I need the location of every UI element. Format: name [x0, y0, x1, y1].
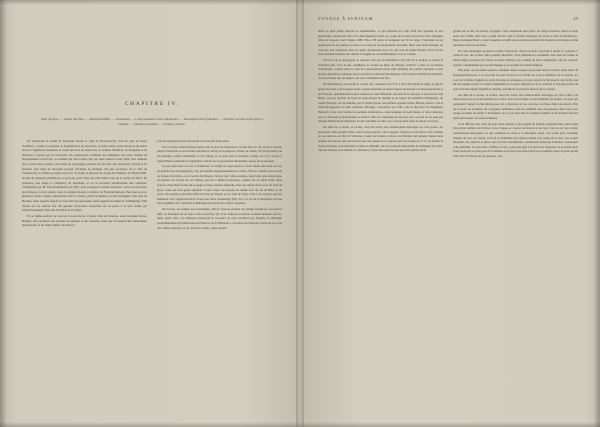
paragraph: Plus haut, on rencontré toujours, plusieurs autres créques et pré-sent dans la rivière, entre autres le Kompagniesdreeck, et se trouvant le poste Victoria et la limite de la parte militaire de la colonie. Le cour de la rivière Saignée ite entre invadies et surtiques se trouvé ouvrée la Savalouck, qui forme tout fût été ranagés à peile à certain commandée par la sieur Negroes et cet se corsebat le Sanonse tournà de petit avant les nègres fugitifs de Sarame, qui mirent la prin-ture diverse de la colonie. [453, 68, 578, 91]
left-page-top-shadow [0, 0, 300, 5]
left-columns [22, 139, 282, 232]
paragraph: En remontant le résidu de Kairouan depuis la ville de Fous-marche, l'œil ne peut se lasser d'admirer, à droite et à gauche, la magnificence de ses bords, la riche nature qu'on découvre de toutes parts, la végétation abondante et variée qui orne les deux rives, le nombre d'édifices, de mosquées et de minarets à vapeur qui les traversent. En construisant continuel des tombeaux, des ports chargés de marchandises ou de bois, ce troublés par des rochers qui, par leurs chutes et leur gaîté, font dominer que ce sinon des rochers; cette foule de paysanages paraître sur les toits des vaisseaux, à bords et en bateaux, tout aussi de mosquée passant d'éclairer au étranger. Un peu au-dessus de la ville de Fousmarche, la rivière se replie vers l'est. À droite et princées le cirque des Diables, un Bain-rétabli, bordée de plusieurs plantations et qui nous porte l'une des plus belles vues de la plaine du Nord. En d'ailleurs, que longe la plantation du Roumain, et où se trouvent ancrièrement une oublierie, communiste par M. Van-Suisenhotch, en 1665, pour protéger la culture naissante contre les invasions des barbares. À trois quarts, toute la dernière montre la maison de Fousmarchehoek. Plus haut encore, plusieurs autres créques débouchent dans la rivière, parmi lesquelles on doit distinguer celle dite de Bavière, ainsi appelée d'après le nom d'un des personnes chefs anglais du temps de Willingbiley. Elle faisant un vol endroit aux fils appelée l'écrivaine, lorsqu'elle est en passé à la terre ferme par l'entrechoisement d'une des branches de la rivière. [22, 138, 147, 213]
left-column-2 [157, 139, 282, 232]
paragraph: En la rivière toutes hermaporantes tout le nord de Kairouan la forme d'un arc de cercle et ensuite jusqu'à Vauberck on se trouvait autrefois le village de Zandpoort, Pointe-de-Sable, où l'on profitait que les premiers colons s'établirent. Ici se village, il ne reste plus le moindre vestige, et l'on y trouve y aujourd'hui la plantation la Singalaise, établie par le gouverneur Mauridius, qui en fut possesseur. [157, 144, 282, 163]
paragraph: De Marienberg, on suivant le cordon qui, contenant en 1774, a été à 290 pieds de large, et qui est garni de postes et de brouges épais, on peut atteindre en quatre heures de marche à la borne des Indes et les Français, qui habitaient là plus sombres et ainsi défléchée. Au-delà de la douceur, et en un écart d'un Blanc, par nos capable de l'eau, les gouvernaux du chemin et on trouve les nommés Champinpal, un roade d'Orange, où lui Amidée, par St Sainte Spark, une enfanté appelée barrac-Barrha, encore: vrai le Saint-Orangepaul, un petit domaine d'Orange, couronnant en 1740, sous la direction de l'ingénieur Bernard, Cette vert, bordée de quelques habitations, a une longueur de neuf lieues, et trois remarque avec le Surnom ou Kandischeat la rivière. Elle est cependant en fort bon état, ce dont on ne peut pas changé d'habitations malsaines. Et qui contribue en outre à la correspondre entre la nation et le pays. [318, 82, 443, 124]
right-page [300, 0, 600, 427]
right-folio: 29 [573, 16, 578, 21]
paragraph: Il est difficile que, dans un pays aussi étendu, à cinq degrés de latitude septentrionale, entrecoupé d'un grand nombre de rivières et de criques, et couvert de marais et de bois, l'air ne soit pas chargé d'exhalaisons malsaines. Ce qui contribue en outre à la entremise aussi, c'est d'une part, l'extrême chaleur du jour, de l'autre, le froid si l'humidité qui régnent durant une partie de la nuit. Les orages fréquents, les tonnerts et pluies qui tour-bent quotidienne, contribuent beaucoup d'effréner à entretenir cette humidité. Le jour dont, comme on voit, à peu près égal à la nuit sous l'équateur, et le soleil après avoir porté ses ra-yons près de la brûleur au froid et ses plus un flot de sa lumière ment de pain qu'elle frait. Elle est l'heure de ces chaleurs. Les [453, 121, 578, 158]
paragraph: ment un petit jardin disposé en amphithéâtre, ce qui présente un coup d'œil fort agréable et fort pittoresque; auteurs du côté où le débarquement a lieu, les routes de la place au travers sont compagne bêtes en hespers, dont l'année 1680. Elle a 80 pieds de longueur sur 30 de large. L'intérieur en est austère par les pre-pilliers de bois, et la toute en est proprement travaillée. Deux rues belle avenues, on conserve une ceremone deux ou quatre fai-niennes de la loi, qui sont un argent mortel. Il n'y Levret aussi plusieurs manuscrits valable à l'origine de cet établissement et de la colonie. [318, 29, 443, 57]
right-running-head [318, 16, 578, 25]
chapter-argument: Mort du pape. — Entrée des Élus. — Montagne Blanc. — Ossements. — Long sommeil et trois impatience. — Description des Pyramides. — Parallèle de fabrication grâce à empiète. — Mesures nouvelles. — Poudres, métiers. [41, 117, 263, 126]
left-page-bottom-shadow [0, 422, 300, 427]
right-page-bottom-shadow [300, 422, 600, 427]
left-running-head [22, 16, 282, 25]
left-column-1 [22, 139, 147, 232]
paragraph: Au delà de la borne, la rivière, dont les bords sont entière-ment marvages en cette partie, est intercoupée par un grand nombre de rochers dont l'eau tombe en une multitude de petites cascades qui présentent l'aspect le plus pittoresque. On y découvre de ces cascades cet d'une chute très-élevée. Elle est la point où s'arrêtent les voyageurs ordinaires dont ils semblent une circonstance dans cette terre vierge et pleine de périls. L'Ewanpiéca ne va pas plus loin. Les nègres fugitifs et les Indiens sont les seuls qui losdent ces toutes solitudes. [453, 92, 578, 120]
right-running-head-title: VOYAGE À SURINAM [318, 16, 374, 21]
right-column-1 [318, 29, 443, 160]
paragraph: Vis-à-vis de la synagogue, le quelque vent par du dimanche et du côté de la prairie, se trouve le cimetière juif. C'est là que commence le cordon en ligne de défense, d'abord, à côté, où la maison d'ariathique, couture entre le soin de Goevernement-Loot. Elle renferme des jardins spacieux et une grande quantité de fontaines pour le service de l'hôpital Marienberg, d'où il que travaillent les rivalants, vous les blanes que les nègres, qui sont condamnés aux fers. [318, 57, 443, 81]
right-page-edge-shadow [593, 0, 600, 427]
paragraph: gratins sur la tête du chacqu voyageur. Cette cérémonie ainsi faite, les nègres baribers talent la route entre eux, Enfin, toile tout à camp devant vous la soldats rustiques qui porte le nom de Manœuvre-Berg, montagne blanc, et une Iraquelle on établi un poste gras surveiller les hauteurs et les nègres qu'un rencontre dans les environs. [453, 29, 578, 47]
paragraph: De cette montagne on peut se rendre à Espasces. Tout le monde, en levant à droite et à gauche, à partir de rue, des roches d'une premier blanches; d'est jadissent les ossements d'un nom-bre infini de morts nègres enterrés par l'ordre de leurs maîtres et la volume de leurs régulateurs. On est copieux, appelé a certainement par la pour Ngango et se révolter le Sanona implore. [453, 48, 578, 67]
paragraph: On évacuo, en somme, de la montagne, dans je virus de poitiers sur village fondait par de pauvres juifs, au marquise où on vous a tant voyé (Fig. 47). Il se compose d'environ soixante maisons qui for-ment quatre rues. Ces maisons consacrent le caractère de cette révulsion par laquelle on distingue particulièrement les habitations en France et de la Hollande. Le fronton des maisons, frame un vis-à-vis des vallées latérales; et, du côté de la rivière, elles ont étés [157, 207, 282, 230]
left-page-edge-shadow [0, 0, 7, 427]
paragraph: Au delà de la borne, la rivière, dont les bords sont entière-ment marvages en cette partie, est intercepte d'une pareille d'îles, dont la plus grande a une longueur d'environ trois lieues. Une certaine de ses surfaces est dite de Schouten, l'autre de Graben, la tierce de Plaindet qui règnent dessus mais paraître ne faire un suite de bras fait que cinq lieues de la capitale; elle fut creusée en 1717, au défaut, le fronli du moins, sont teffement unifiés et embrulle, qu'il est presque impossible de distinguer les eaux. Suivant Chaque couvrement, le calendrier y ferait des noms de tous les Juifs quittant de la [318, 125, 443, 153]
paragraph: En se même endroit, se trouvait, à notre droite, la petite ville de Taventar, aussi nommée Sainte-Bridget; elle paraîtrait une certaine de minutes et une chapelle, mais elle est aujourd'hui entièrement abandonnée, et les débris même ont disparu [22, 214, 147, 228]
right-column-2 [453, 29, 578, 160]
right-columns [318, 29, 578, 160]
paragraph: Un peu plus haut, en voit, à l'Ouerbert, le vestige de Saga-Agaber, à trois lieues plus haut encore, en quittant une montagne (fig. 41), qui domine majestueusement la rivière. Elle est comme sous le nom de Serrure des Indes, et on bordée de rhéaqus côté par une vallée étendue, aussi toute que pittoresque. Au-dedans de chacun de ces vallées, qui est la mêmé profondeur, roulent sur un seble blanc deux sources d'eau mais froide qui se serge et d'une verdure exquisite. Pour un autour siècle avec de l'eau de glace, cette eau n'est guère agréable à boire; mais, lors-qu'elle est mêlée avec du vin de Bière et du sucre, elle réjoile et prodiuit l'effet de l'eau de Seltzer ou de l'eau de Sega. C'est à ces sources que les habitants vont s'approvisionner d'eau pour leurs assemblage (Fig. 42). Le col de la montagne est une terre régulière, fort compacte et mélangée de poterie de couleur sanguine. [157, 164, 282, 206]
chapter-heading: CHAPITRE IV. [124, 101, 180, 107]
paragraph: sous les végétations que ont envahi le sol où elle était assise. [157, 138, 230, 143]
right-page-top-shadow [300, 0, 600, 5]
